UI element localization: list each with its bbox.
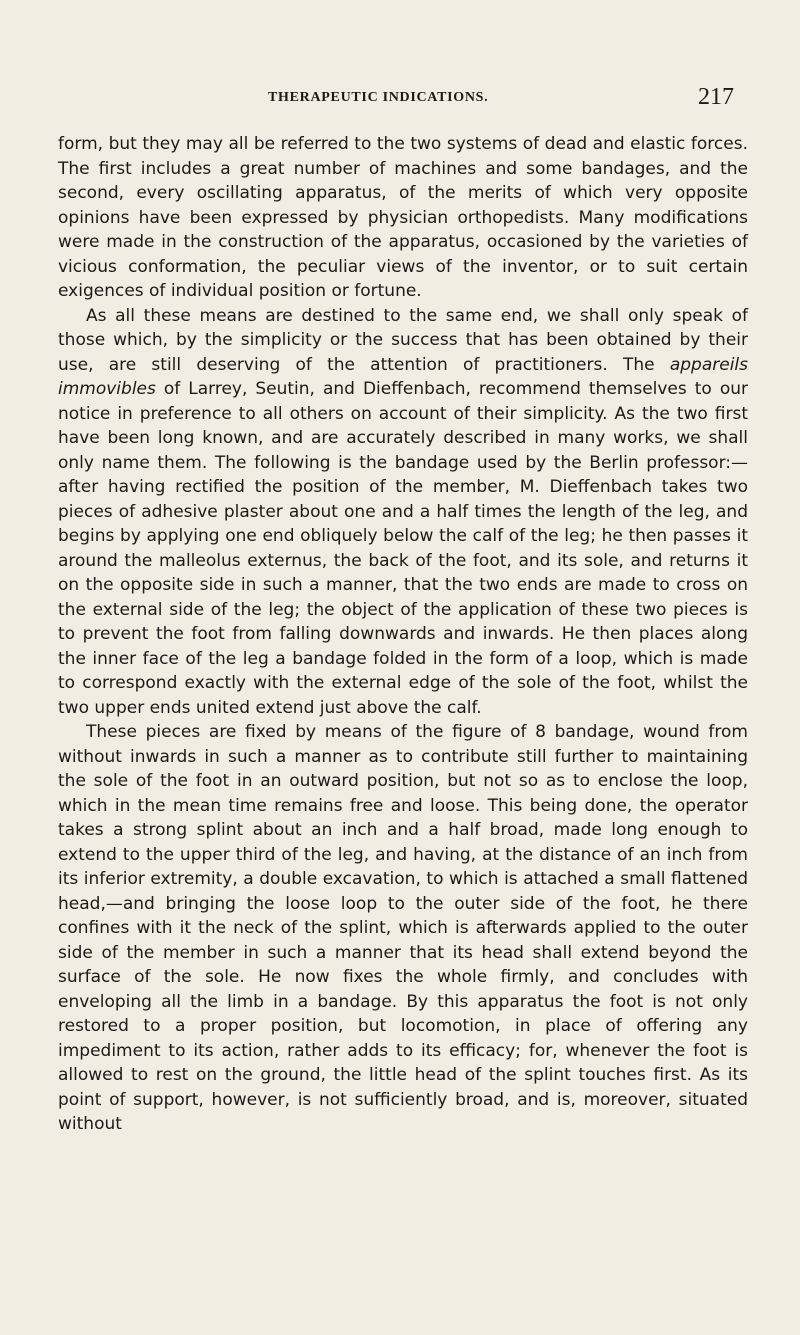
page-number: 217 xyxy=(698,84,734,110)
main-text xyxy=(58,132,748,1137)
paragraph-2-intro: As all these means are destined to the same end, we shall only speak of those which, by the simplicity or the success that has been obtained by their use, are still deserving of the attention of practitioners. The xyxy=(58,305,748,375)
italic-term: appareils immovibles xyxy=(58,354,748,399)
paragraph-3: These pieces are fixed by means of the figure of 8 bandage, wound from without inwards in such a manner as to contribute still further to maintaining the sole of the foot in an outward position, but not so as to enclose the loop, which in the mean time remains free and loose. This being done, the operator takes a strong splint about an inch and a half broad, made long enough to extend to the upper third of the leg, and having, at the distance of an inch from its inferior extremity, a double excavation, to which is attached a small flattened head,—and bringing the loose loop to the outer side of the foot, he there confines with it the neck of the splint, which is afterwards applied to the outer side of the member in such a manner that its head shall extend beyond the surface of the sole. He now fixes the whole firmly, and concludes with enveloping all the limb in a bandage. By this apparatus the foot is not only restored to a proper position, but locomotion, in place of offering any impediment to its action, rather adds to its efficacy; for, whenever the foot is allowed to rest on the ground, the little head of the splint touches first. As its point of support, however, is not sufficiently broad, and is, moreover, situated without xyxy=(58,722,748,1134)
running-title: THERAPEUTIC INDICATIONS. xyxy=(268,90,489,105)
paragraph-1: form, but they may all be referred to the two systems of dead and elastic forces. The first includes a great number of machines and some bandages, and the second, every oscillating apparatus, of the merits of which very opposite opinions have been expressed by physician orthopedists. Many modifications were made in the construction of the apparatus, occasioned by the varieties of vicious conformation, the peculiar views of the inventor, or to suit certain exigences of individual position or fortune. xyxy=(58,134,748,301)
paragraph-2-rest: of Larrey, Seutin, and Dieffenbach, recommend themselves to our notice in preference to all others on account of their simplicity. As the two first have been long known, and are accurately described in many works, we shall only name them. The following is the bandage used by the Berlin professor:—after having rectified the position of the member, M. Dieffenbach takes two pieces of adhesive plaster about one and a half times the length of the leg, and begins by applying one end obliquely below the calf of the leg; he then passes it around the malleolus externus, the back of the foot, and its sole, and returns it on the opposite side in such a manner, that the two ends are made to cross on the external side of the leg; the object of the application of these two pieces is to prevent the foot from falling downwards and inwards. He then places along the inner face of the leg a bandage folded in the form of a loop, which is made to correspond exactly with the external edge of the sole of the foot, whilst the two upper ends united extend just above the calf. xyxy=(58,379,748,718)
paragraph-2 xyxy=(58,304,748,721)
running-head xyxy=(0,84,800,120)
